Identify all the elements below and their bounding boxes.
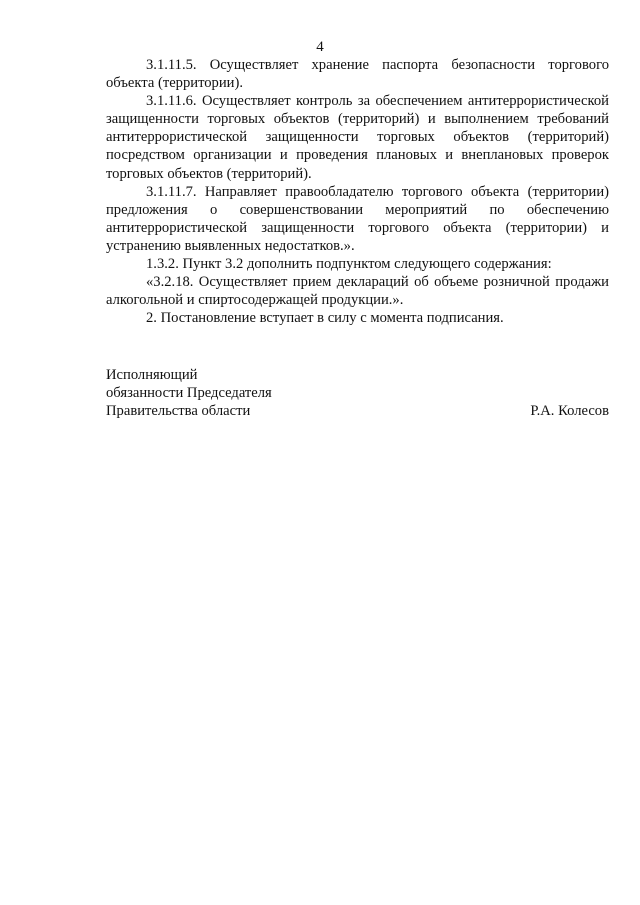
signer-name: Р.А. Колесов (530, 403, 609, 420)
paragraph-1-3-2: 1.3.2. Пункт 3.2 дополнить подпунктом следующего содержания: (146, 256, 552, 273)
paragraph-3-1-11-6: 3.1.11.6. Осуществляет контроль за обеспечением антитеррористической защищенности торговых объектов (территорий) и выполнением требований антитеррористической защищенности торговых объектов (территорий) посредством организации и проведения плановых и внеплановых проверок торговых объектов (территорий). (106, 93, 609, 182)
paragraph-3-1-11-5: 3.1.11.5. Осуществляет хранение паспорта безопасности торгового объекта (территории). (106, 57, 609, 92)
signature-block (106, 366, 609, 420)
page-number: 4 (316, 39, 324, 55)
signer-row (106, 402, 609, 420)
document-body (106, 56, 609, 327)
signer-position-line-2: обязанности Председателя (106, 385, 272, 402)
paragraph-3-2-18: «3.2.18. Осуществляет прием деклараций об объеме розничной продажи алкогольной и спиртосодержащей продукции.». (106, 274, 609, 309)
signer-position-line-3: Правительства области (106, 403, 251, 420)
paragraph-3-1-11-7: 3.1.11.7. Направляет правообладателю торгового объекта (территории) предложения о совершенствовании мероприятий по обеспечению антитеррористической защищенности торгового объекта (территории) и устранению выявленных недостатков.». (106, 183, 609, 254)
paragraph-effective-date: 2. Постановление вступает в силу с момента подписания. (146, 310, 504, 327)
signer-position-line-1: Исполняющий (106, 367, 198, 383)
